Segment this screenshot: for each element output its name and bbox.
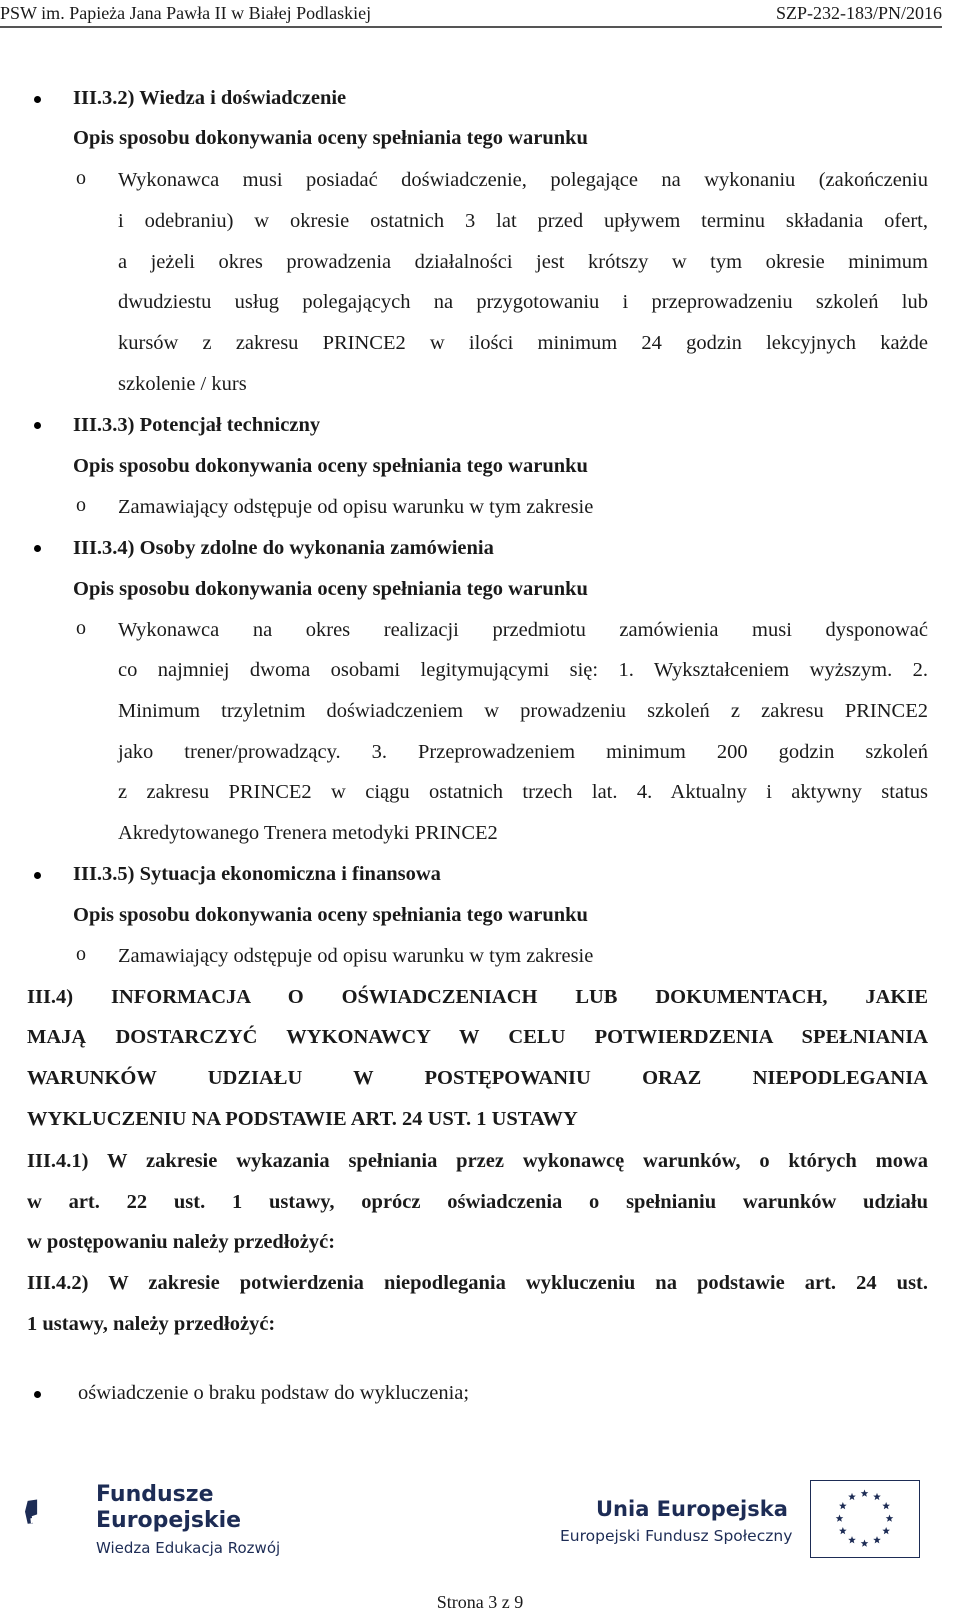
text-line: Wykonawca na okres realizacji przedmiotu zamówienia musi dysponować	[118, 619, 928, 641]
section-title-335: III.3.5) Sytuacja ekonomiczna i finansowa	[73, 863, 441, 885]
text-line: Minimum trzyletnim doświadczeniem w prowadzeniu szkoleń z zakresu PRINCE2	[118, 700, 928, 722]
eu-star-icon	[882, 1502, 890, 1509]
text-line: co najmniej dwoma osobami legitymującymi się: 1. Wykształceniem wyższym. 2.	[118, 659, 928, 681]
header-reference: SZP-232-183/PN/2016	[775, 3, 942, 23]
section-heading-34: III.4) INFORMACJA O OŚWIADCZENIACH LUB DOKUMENTACH, JAKIE	[27, 986, 928, 1008]
text-line: szkolenie / kurs	[118, 373, 247, 395]
section-heading-342: III.4.2) W zakresie potwierdzenia niepodlegania wykluczeniu na podstawie art. 24 ust.	[27, 1272, 928, 1294]
text-line: Wykonawca musi posiadać doświadczenie, polegające na wykonaniu (zakończeniu	[118, 169, 928, 191]
bullet	[34, 1391, 41, 1398]
list-item: oświadczenie o braku podstaw do wykluczenia;	[78, 1382, 470, 1404]
text-line: kursów z zakresu PRINCE2 w ilości minimum 24 godzin lekcyjnych każde	[118, 332, 928, 354]
bullet	[34, 96, 41, 103]
text-line: Zamawiający odstępuje od opisu warunku w tym zakresie	[118, 945, 594, 967]
bullet	[34, 422, 41, 429]
fe-logo-line1: Fundusze	[96, 1482, 214, 1507]
bullet	[34, 872, 41, 879]
section-heading-341: w art. 22 ust. 1 ustawy, oprócz oświadczenia o spełnianiu warunków udziału	[27, 1191, 928, 1213]
section-heading-34: MAJĄ DOSTARCZYĆ WYKONAWCY W CELU POTWIERDZENIA SPEŁNIANIA	[27, 1026, 928, 1048]
opis-label: Opis sposobu dokonywania oceny spełniania tego warunku	[73, 455, 588, 477]
section-heading-342: 1 ustawy, należy przedłożyć:	[27, 1313, 276, 1335]
sub-bullet: o	[76, 494, 86, 516]
eu-star-icon	[848, 1493, 856, 1500]
eu-star-icon	[873, 1536, 881, 1543]
section-heading-341: w postępowaniu należy przedłożyć:	[27, 1231, 336, 1253]
section-title-332: III.3.2) Wiedza i doświadczenie	[73, 87, 347, 109]
sub-bullet: o	[76, 617, 86, 639]
text-line: z zakresu PRINCE2 w ciągu ostatnich trzech lat. 4. Aktualny i aktywny status	[118, 781, 928, 803]
section-heading-34: WYKLUCZENIU NA PODSTAWIE ART. 24 UST. 1 USTAWY	[27, 1108, 578, 1130]
section-title-333: III.3.3) Potencjał techniczny	[73, 414, 321, 436]
ue-logo-line2: Europejski Fundusz Społeczny	[560, 1527, 793, 1545]
page-number: Strona 3 z 9	[436, 1592, 524, 1612]
eu-star-icon	[861, 1540, 869, 1547]
text-line: jako trener/prowadzący. 3. Przeprowadzeniem minimum 200 godzin szkoleń	[118, 741, 928, 763]
page-header	[0, 0, 960, 26]
eu-star-icon	[836, 1515, 844, 1522]
sub-bullet: o	[76, 167, 86, 189]
header-institution: PSW im. Papieża Jana Pawła II w Białej Podlaskiej	[0, 3, 372, 23]
bullet	[34, 545, 41, 552]
text-line: dwudziestu usług polegających na przygotowaniu i przeprowadzeniu szkoleń lub	[118, 291, 928, 313]
text-line: Akredytowanego Trenera metodyki PRINCE2	[118, 822, 498, 844]
eu-star-icon	[839, 1502, 847, 1509]
header-rule	[0, 26, 942, 28]
eu-star-icon	[839, 1527, 847, 1534]
sub-bullet: o	[76, 943, 86, 965]
opis-label: Opis sposobu dokonywania oceny spełniania tego warunku	[73, 127, 588, 149]
text-line: a jeżeli okres prowadzenia działalności jest krótszy w tym okresie minimum	[118, 251, 928, 273]
opis-label: Opis sposobu dokonywania oceny spełniania tego warunku	[73, 578, 588, 600]
eu-stars-icon	[811, 1481, 918, 1556]
text-line: i odebraniu) w okresie ostatnich 3 lat przed upływem terminu składania ofert,	[118, 210, 928, 232]
eu-star-icon	[848, 1536, 856, 1543]
eu-flag-icon	[810, 1480, 920, 1558]
text-line: Zamawiający odstępuje od opisu warunku w tym zakresie	[118, 496, 594, 518]
eu-star-icon	[873, 1493, 881, 1500]
eu-star-icon	[882, 1527, 890, 1534]
fe-logo-line2: Europejskie	[96, 1508, 242, 1533]
fe-logo-tagline: Wiedza Edukacja Rozwój	[96, 1539, 281, 1557]
section-heading-34: WARUNKÓW UDZIAŁU W POSTĘPOWANIU ORAZ NIEPODLEGANIA	[27, 1067, 928, 1089]
section-title-334: III.3.4) Osoby zdolne do wykonania zamówienia	[73, 537, 494, 559]
eu-star-icon	[886, 1515, 894, 1522]
fundusze-europejskie-logo-icon	[25, 1468, 95, 1558]
opis-label: Opis sposobu dokonywania oceny spełniania tego warunku	[73, 904, 588, 926]
eu-star-icon	[861, 1490, 869, 1497]
ue-logo-line1: Unia Europejska	[596, 1497, 788, 1521]
section-heading-341: III.4.1) W zakresie wykazania spełniania przez wykonawcę warunków, o których mowa	[27, 1150, 928, 1172]
